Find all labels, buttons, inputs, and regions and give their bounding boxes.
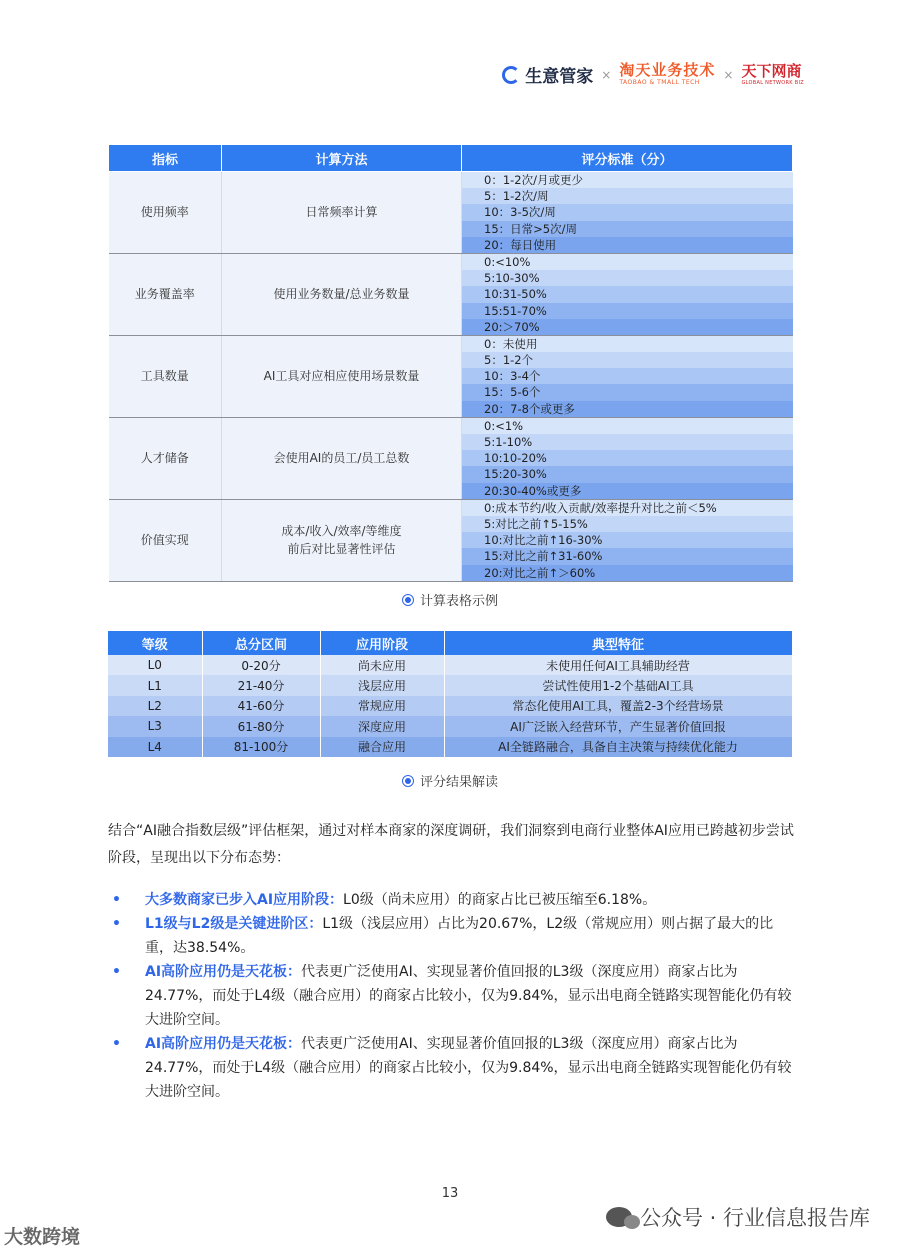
score-range-cell: 61-80分 [202, 716, 320, 736]
bullet-dot: • [112, 1036, 121, 1052]
method-cell: 会使用AI的员工/员工总数 [222, 417, 462, 499]
shengyi-guanjia-logo [502, 62, 593, 87]
logo3-text: 天下网商 [741, 61, 802, 80]
criteria-line: 5：1-2次/周 [462, 188, 793, 204]
bullet-text: 代表更广泛使用AI、实现显著价值回报的L3级（深度应用）商家占比为24.77%，而处于L4级（融合应用）的商家占比较小，仅为9.84%，显示出电商全链路实现智能化仍有较大进阶空间。 [145, 964, 792, 1028]
table-header-row [108, 631, 792, 655]
criteria-cell [462, 417, 793, 499]
stage-cell: 深度应用 [320, 716, 444, 736]
table-row [108, 716, 792, 736]
header-features: 典型特征 [444, 631, 792, 655]
watermark-wechat [606, 1202, 870, 1232]
list-item [108, 1032, 798, 1104]
criteria-line: 0:<10% [462, 254, 793, 270]
table-row [108, 675, 792, 695]
table1-caption-text: 计算表格示例 [419, 594, 498, 609]
criteria-line: 20:对比之前↑＞60% [462, 565, 793, 581]
method-cell: AI工具对应相应使用场景数量 [222, 335, 462, 417]
wechat-icon [606, 1207, 632, 1227]
features-cell: 未使用任何AI工具辅助经营 [444, 655, 792, 675]
list-item [108, 888, 798, 912]
criteria-line: 20:30-40%或更多 [462, 483, 793, 499]
features-cell: AI广泛嵌入经营环节，产生显著价值回报 [444, 716, 792, 736]
header-method: 计算方法 [222, 145, 462, 172]
criteria-line: 0:<1% [462, 418, 793, 434]
method-cell: 成本/收入/效率/等维度 前后对比显著性评估 [222, 499, 462, 581]
level-cell: L1 [108, 675, 202, 695]
scoring-method-table [108, 144, 793, 582]
table-row [109, 253, 793, 335]
indicator-cell: 使用频率 [109, 172, 222, 254]
logo3-subtext: GLOBAL NETWORK BIZ [741, 79, 804, 86]
criteria-line: 15:对比之前↑31-60% [462, 548, 793, 564]
stage-cell: 融合应用 [320, 737, 444, 757]
criteria-line: 15：日常>5次/周 [462, 221, 793, 237]
logo1-text: 生意管家 [525, 67, 594, 87]
shengyi-guanjia-logo-icon [502, 66, 520, 84]
level-cell: L4 [108, 737, 202, 757]
features-cell: 尝试性使用1-2个基础AI工具 [444, 675, 792, 695]
bullet-dot: • [112, 892, 121, 908]
table2-caption [0, 771, 900, 790]
indicator-cell: 工具数量 [109, 335, 222, 417]
page-number: 13 [441, 1186, 459, 1201]
watermark-left: 大数跨境 [4, 1226, 81, 1248]
bullet-heading: AI高阶应用仍是天花板： [145, 1036, 302, 1052]
criteria-line: 20:＞70% [462, 319, 793, 335]
table-row [108, 655, 792, 675]
bullet-text: L0级（尚未应用）的商家占比已被压缩至6.18%。 [343, 892, 657, 908]
table2-caption-text: 评分结果解读 [419, 775, 498, 790]
target-icon [402, 594, 414, 606]
level-cell: L2 [108, 696, 202, 716]
score-range-cell: 81-100分 [202, 737, 320, 757]
table-row [109, 417, 793, 499]
criteria-line: 0：未使用 [462, 336, 793, 352]
header-score-range: 总分区间 [202, 631, 320, 655]
table-row [108, 737, 792, 757]
criteria-line: 5:1-10% [462, 434, 793, 450]
criteria-cell [462, 172, 793, 254]
table-row [109, 335, 793, 417]
criteria-cell [462, 499, 793, 581]
criteria-line: 20：7-8个或更多 [462, 401, 793, 417]
logo2-subtext: TAOBAO & TMALL TECH [619, 79, 700, 86]
header-stage: 应用阶段 [320, 631, 444, 655]
level-cell: L3 [108, 716, 202, 736]
logo-separator-2: × [723, 67, 734, 82]
table-row [109, 499, 793, 581]
criteria-line: 10：3-4个 [462, 368, 793, 384]
bullet-text: L1级（浅层应用）占比为20.67%，L2级（常规应用）则占据了最大的比重，达38.54%。 [145, 916, 774, 956]
tianxia-wangshang-logo [741, 61, 804, 86]
logo2-text: 淘天业务技术 [619, 61, 716, 79]
table-header-row [109, 145, 793, 172]
criteria-line: 5:对比之前↑5-15% [462, 516, 793, 532]
list-item [108, 912, 798, 960]
method-cell: 日常频率计算 [222, 172, 462, 254]
table-row [108, 696, 792, 716]
stage-cell: 浅层应用 [320, 675, 444, 695]
bullet-text: 代表更广泛使用AI、实现显著价值回报的L3级（深度应用）商家占比为24.77%，而处于L4级（融合应用）的商家占比较小，仅为9.84%，显示出电商全链路实现智能化仍有较大进阶空间。 [145, 1036, 792, 1100]
bullet-heading: AI高阶应用仍是天花板： [145, 964, 302, 980]
bullet-dot: • [112, 964, 121, 980]
criteria-line: 5：1-2个 [462, 352, 793, 368]
indicator-cell: 人才储备 [109, 417, 222, 499]
criteria-line: 10:10-20% [462, 450, 793, 466]
indicator-cell: 价值实现 [109, 499, 222, 581]
table-row [109, 172, 793, 254]
stage-cell: 常规应用 [320, 696, 444, 716]
score-range-cell: 0-20分 [202, 655, 320, 675]
header-logos [502, 62, 804, 87]
header-indicator: 指标 [109, 145, 222, 172]
criteria-line: 10:31-50% [462, 286, 793, 302]
criteria-line: 20：每日使用 [462, 237, 793, 253]
level-cell: L0 [108, 655, 202, 675]
criteria-line: 15:51-70% [462, 303, 793, 319]
score-range-cell: 21-40分 [202, 675, 320, 695]
table1-caption [0, 590, 900, 609]
criteria-line: 15:20-30% [462, 466, 793, 482]
findings-list [108, 888, 798, 1104]
bullet-heading: 大多数商家已步入AI应用阶段： [145, 892, 344, 908]
intro-paragraph: 结合“AI融合指数层级”评估框架，通过对样本商家的深度调研，我们洞察到电商行业整体AI应用已跨越初步尝试阶段，呈现出以下分布态势： [108, 823, 794, 866]
features-cell: AI全链路融合，具备自主决策与持续优化能力 [444, 737, 792, 757]
criteria-cell [462, 335, 793, 417]
criteria-line: 15：5-6个 [462, 384, 793, 400]
header-criteria: 评分标准（分） [462, 145, 793, 172]
logo-separator: × [601, 67, 612, 82]
method-cell: 使用业务数量/总业务数量 [222, 253, 462, 335]
score-interpretation-table [108, 631, 793, 757]
bullet-heading: L1级与L2级是关键进阶区： [145, 916, 323, 932]
list-item [108, 960, 798, 1032]
features-cell: 常态化使用AI工具，覆盖2-3个经营场景 [444, 696, 792, 716]
criteria-line: 0：1-2次/月或更少 [462, 172, 793, 188]
criteria-line: 10:对比之前↑16-30% [462, 532, 793, 548]
taotian-tech-logo [619, 63, 715, 86]
score-range-cell: 41-60分 [202, 696, 320, 716]
stage-cell: 尚未应用 [320, 655, 444, 675]
header-level: 等级 [108, 631, 202, 655]
bullet-dot: • [112, 916, 121, 932]
watermark-right-text: 公众号 · 行业信息报告库 [639, 1206, 870, 1230]
criteria-line: 5:10-30% [462, 270, 793, 286]
criteria-cell [462, 253, 793, 335]
criteria-line: 0:成本节约/收入贡献/效率提升对比之前＜5% [462, 500, 793, 516]
indicator-cell: 业务覆盖率 [109, 253, 222, 335]
criteria-line: 10：3-5次/周 [462, 204, 793, 220]
target-icon [402, 775, 414, 787]
